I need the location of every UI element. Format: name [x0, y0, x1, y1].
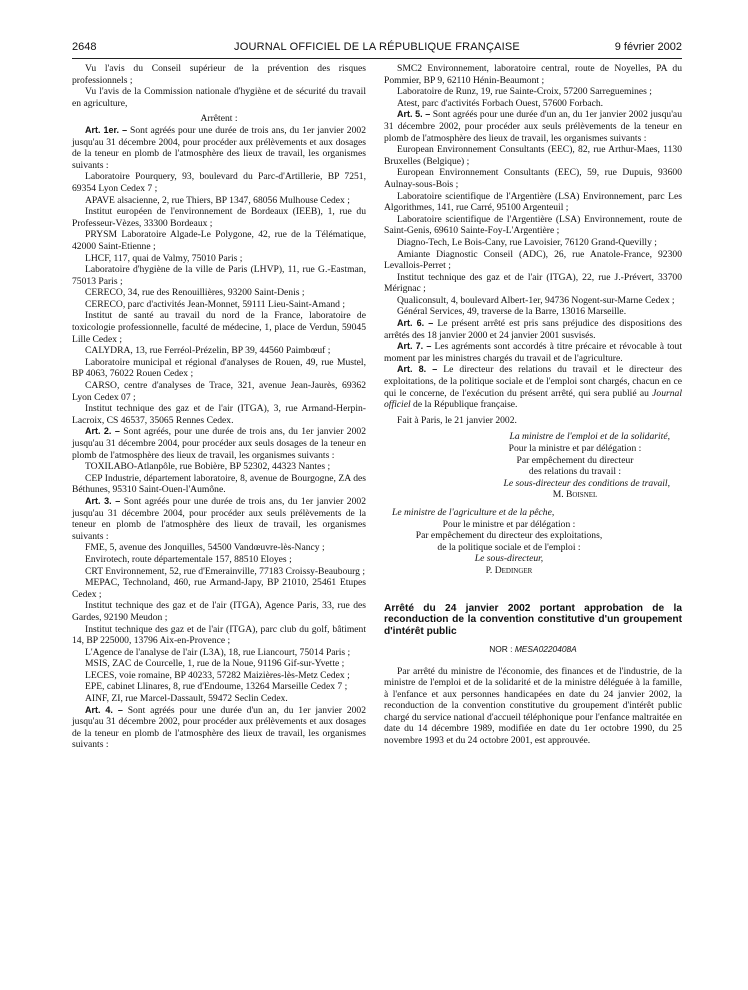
journal-title: JOURNAL OFFICIEL DE LA RÉPUBLIQUE FRANÇAISE: [234, 41, 520, 53]
delegation-line: Par empêchement du directeur des exploitations,: [415, 530, 603, 542]
signatory-name: M. Boisnel: [552, 489, 598, 501]
organism-entry: Laboratoire Pourquery, 93, boulevard du Parc-d'Artillerie, BP 7251, 69354 Lyon Cedex 7 ;: [72, 171, 366, 194]
article-8: [384, 364, 682, 410]
organism-list: [72, 461, 366, 496]
organism-entry: Général Services, 49, traverse de la Barre, 13016 Marseille.: [397, 306, 627, 318]
article-label: Art. 5. –: [397, 109, 431, 120]
signature-block-agriculture: [384, 507, 634, 577]
organism-entry: Institut technique des gaz et de l'air (ITGA), 3, rue Armand-Herpin-Lacroix, CS 46537, 35065 Rennes Cedex.: [72, 403, 366, 426]
organism-entry: FME, 5, avenue des Jonquilles, 54500 Vandœuvre-lès-Nancy ;: [85, 542, 325, 554]
organism-entry: Laboratoire scientifique de l'Argentière (LSA) Environnement, parc Les Algorithmes, 141, rue Carré, 95100 Argenteuil ;: [384, 190, 682, 214]
organism-entry: Atest, parc d'activités Forbach Ouest, 57600 Forbach.: [397, 97, 604, 109]
left-column: [72, 63, 366, 751]
organism-list: [72, 171, 366, 426]
article-text: Sont agréés pour une durée d'un an, du 1er janvier 2002 jusqu'au 31 décembre 2002, pour procéder aux seuls prélèvements de la teneur en plomb de l'atmosphère des lieux de travail, les organismes suivants :: [384, 109, 682, 144]
delegation-line: de la politique sociale et de l'emploi :: [437, 541, 581, 553]
organism-entry: APAVE alsacienne, 2, rue Thiers, BP 1347, 68056 Mulhouse Cedex ;: [85, 194, 350, 206]
organism-entry: CERECO, parc d'activités Jean-Monnet, 59111 Lieu-Saint-Amand ;: [85, 298, 345, 310]
organism-entry: Institut de santé au travail du nord de la France, laboratoire de toxicologie professionnelle, faculté de médecine, 1, place de Verdun, 59045 Lille Cedex ;: [72, 310, 366, 345]
arrete-body: Par arrêté du ministre de l'économie, des finances et de l'industrie, de la ministre de l'emploi et de la solidarité et de la ministre déléguée à la famille, à l'enfance et aux personnes handicapées en date du 24 janvier 2002, la reconduction de la convention constitutive du groupement d'intérêt public chargé du service national d'accueil téléphonique pour l'enfance maltraitée en date du 14 décembre 1989, modifiée en date du 1er octobre 1990, du 25 novembre 1993 et du 24 octobre 2001, est approuvée.: [384, 665, 682, 747]
article-text: Sont agréés pour une durée de trois ans, du 1er janvier 2002 jusqu'au 31 décembre 2004, pour procéder aux seuls prélèvements de la teneur en plomb de l'atmosphère des lieux de travail, les organismes suivants :: [72, 495, 366, 542]
signature-date: Fait à Paris, le 21 janvier 2002.: [397, 414, 517, 426]
article-text: Le directeur des relations du travail et le directeur des exploitations, de la politique sociale et de l'emploi sont chargés, chacun en ce qui le concerne, de l'exécution du présent arrêté, qui sera publié au: [384, 364, 682, 399]
article-text: Sont agréés pour une durée d'un an, du 1er janvier 2002 jusqu'au 31 décembre 2002, pour procéder aux prélèvements et aux dosages de la teneur en plomb de l'atmosphère des lieux de travail, les organismes suivants :: [72, 704, 367, 751]
organism-entry: CERECO, 34, rue des Renouillières, 93200 Saint-Denis ;: [85, 287, 305, 299]
organism-entry: Diagno-Tech, Le Bois-Cany, rue Lavoisier, 76120 Grand-Quevilly ;: [397, 236, 657, 248]
signature-block-emploi: [480, 431, 670, 501]
organism-entry: Laboratoire municipal et régional d'analyses de Rouen, 49, rue Mustel, BP 4063, 76022 Rouen Cedex ;: [72, 356, 366, 380]
nor-label: NOR :: [489, 643, 513, 654]
arretent-heading: Arrêtent :: [200, 113, 238, 125]
organism-entry: Qualiconsult, 4, boulevard Albert-1er, 94736 Nogent-sur-Marne Cedex ;: [397, 294, 675, 306]
organism-entry: LECES, voie romaine, BP 40233, 57282 Maizières-lès-Metz Cedex ;: [85, 669, 350, 681]
organism-entry: European Environnement Consultants (EEC), 59, rue Dupuis, 93600 Aulnay-sous-Bois ;: [384, 167, 682, 190]
organism-entry: CRT Environnement, 52, rue d'Emerainville, 77183 Croissy-Beaubourg ;: [85, 565, 366, 577]
organism-entry: L'Agence de l'analyse de l'air (L3A), 18, rue Liancourt, 75014 Paris ;: [85, 646, 351, 658]
organism-entry: PRYSM Laboratoire Algade-Le Polygone, 42, rue de la Télématique, 42000 Saint-Etienne ;: [72, 229, 366, 252]
organism-entry: AINF, ZI, rue Marcel-Dassault, 59472 Seclin Cedex.: [85, 693, 288, 705]
article-5: [384, 109, 682, 144]
organism-entry: Envirotech, route départementale 157, 88510 Eloyes ;: [85, 553, 292, 565]
organism-entry: Institut technique des gaz et de l'air (ITGA), parc club du golf, bâtiment 14, BP 225000, 13796 Aix-en-Provence ;: [72, 623, 366, 647]
article-4: [72, 705, 366, 751]
delegation-line: Pour la ministre et par délégation :: [508, 443, 642, 454]
organism-entry: CALYDRA, 13, rue Ferréol-Prézelin, BP 39, 44560 Paimbœuf ;: [85, 345, 331, 357]
organism-list: [384, 144, 682, 318]
sub-director-title: Le sous-directeur des conditions de travail,: [503, 477, 670, 489]
article-label: Art. 8. –: [397, 364, 438, 375]
article-6: [384, 318, 682, 341]
header-rule: [72, 58, 682, 59]
article-1: [72, 125, 366, 171]
organism-entry: CEP Industrie, département laboratoire, 8, avenue de Bourgogne, ZA des Béthunes, 95310 Saint-Ouen-l'Aumône.: [72, 472, 366, 496]
organism-entry: MSIS, ZAC de Courcelle, 1, rue de la Noue, 91196 Gif-sur-Yvette ;: [85, 658, 345, 670]
sub-director-title: Le sous-directeur,: [474, 553, 544, 565]
organism-entry: Laboratoire scientifique de l'Argentière (LSA) Environnement, route de Saint-Genis, 69610 Sainte-Foy-L'Argentière ;: [384, 213, 682, 237]
organism-entry: Laboratoire de Runz, 19, rue Sainte-Croix, 57200 Sarreguemines ;: [397, 86, 652, 98]
visa-paragraph: Vu l'avis de la Commission nationale d'hygiène et de sécurité du travail en agriculture,: [72, 86, 366, 109]
section-spacer: [384, 577, 682, 603]
delegation-line: Par empêchement du directeur: [516, 454, 634, 466]
page-number: 2648: [72, 41, 97, 53]
article-7: [384, 341, 682, 364]
delegation-line: des relations du travail :: [528, 466, 622, 478]
minister-title: La ministre de l'emploi et de la solidarité,: [509, 431, 670, 443]
article-text: Les agréments sont accordés à titre précaire et révocable à tout moment par les ministres chargés du travail et de l'agriculture.: [384, 341, 682, 364]
article-label: Art. 1er. –: [85, 124, 128, 135]
organism-entry: Amiante Diagnostic Conseil (ADC), 26, rue Anatole-France, 92300 Levallois-Perret ;: [384, 248, 682, 272]
organism-entry: Institut technique des gaz et de l'air (ITGA), 22, rue J.-Prévert, 33700 Mérignac ;: [384, 271, 682, 295]
organism-entry: LHCF, 117, quai de Valmy, 75010 Paris ;: [85, 252, 243, 264]
article-text: Sont agréés, pour une durée de trois ans, du 1er janvier 2002 jusqu'au 31 décembre 2004, pour procéder aux seuls dosages de la teneur en plomb de l'atmosphère des lieux de travail, les organismes suivants :: [72, 426, 366, 461]
journal-officiel-ref: Journal officiel: [384, 387, 682, 411]
issue-date: 9 février 2002: [614, 41, 682, 53]
organism-list: [384, 63, 682, 109]
visa-paragraph: Vu l'avis du Conseil supérieur de la prévention des risques professionnels ;: [72, 63, 366, 86]
organism-entry: Laboratoire d'hygiène de la ville de Paris (LHVP), 11, rue G.-Eastman, 75013 Paris ;: [72, 264, 366, 287]
article-label: Art. 6. –: [397, 318, 434, 329]
organism-list: [72, 542, 366, 704]
organism-entry: MEPAC, Technoland, 460, rue Armand-Japy, BP 21010, 25461 Etupes Cedex ;: [72, 577, 366, 600]
right-column: [384, 63, 682, 747]
signatory-name: P. Dedinger: [485, 564, 533, 576]
arrete-title: Arrêté du 24 janvier 2002 portant approbation de la reconduction de la convention constitutive d'un groupement d'intérêt public: [384, 602, 682, 638]
article-3: [72, 496, 366, 542]
organism-entry: TOXILABO-Atlanpôle, rue Bobière, BP 52302, 44323 Nantes ;: [85, 461, 331, 473]
organism-entry: Institut technique des gaz et de l'air (ITGA), Agence Paris, 33, rue des Gardes, 92190 Meudon ;: [72, 600, 366, 623]
delegation-line: Pour le ministre et par délégation :: [442, 518, 576, 530]
article-text: Sont agréés pour une durée de trois ans, du 1er janvier 2002 jusqu'au 31 décembre 2004, pour procéder aux prélèvements et aux dosages de la teneur en plomb de l'atmosphère des lieux de travail, les organismes suivants :: [72, 124, 366, 171]
organism-entry: European Environnement Consultants (EEC), 82, rue Arthur-Maes, 1130 Bruxelles (Belgique) ;: [384, 144, 682, 167]
nor-reference: [384, 644, 682, 656]
organism-entry: CARSO, centre d'analyses de Trace, 321, avenue Jean-Jaurès, 69362 Lyon Cedex 07 ;: [72, 380, 366, 403]
article-label: Art. 2. –: [85, 426, 120, 437]
article-2: [72, 426, 366, 461]
organism-entry: Institut européen de l'environnement de Bordeaux (IEEB), 1, rue du Professeur-Vèzes, 33300 Bordeaux ;: [72, 206, 366, 229]
organism-entry: SMC2 Environnement, laboratoire central, route de Noyelles, PA du Pommier, BP 9, 62110 Hénin-Beaumont ;: [384, 63, 682, 86]
article-label: Art. 3. –: [85, 495, 121, 506]
nor-code: MESA0220408A: [514, 643, 577, 654]
organism-entry: EPE, cabinet Llinares, 8, rue d'Endoume, 13264 Marseille Cedex 7 ;: [85, 681, 348, 693]
article-text: de la République française.: [410, 399, 518, 411]
article-label: Art. 7. –: [397, 341, 432, 352]
article-label: Art. 4. –: [85, 704, 123, 715]
page-header: [72, 41, 682, 57]
article-text: Le présent arrêté est pris sans préjudice des dispositions des arrêtés des 18 janvier 2000 et 24 janvier 2001 susvisés.: [384, 318, 682, 341]
minister-title: Le ministre de l'agriculture et de la pêche,: [392, 506, 555, 518]
